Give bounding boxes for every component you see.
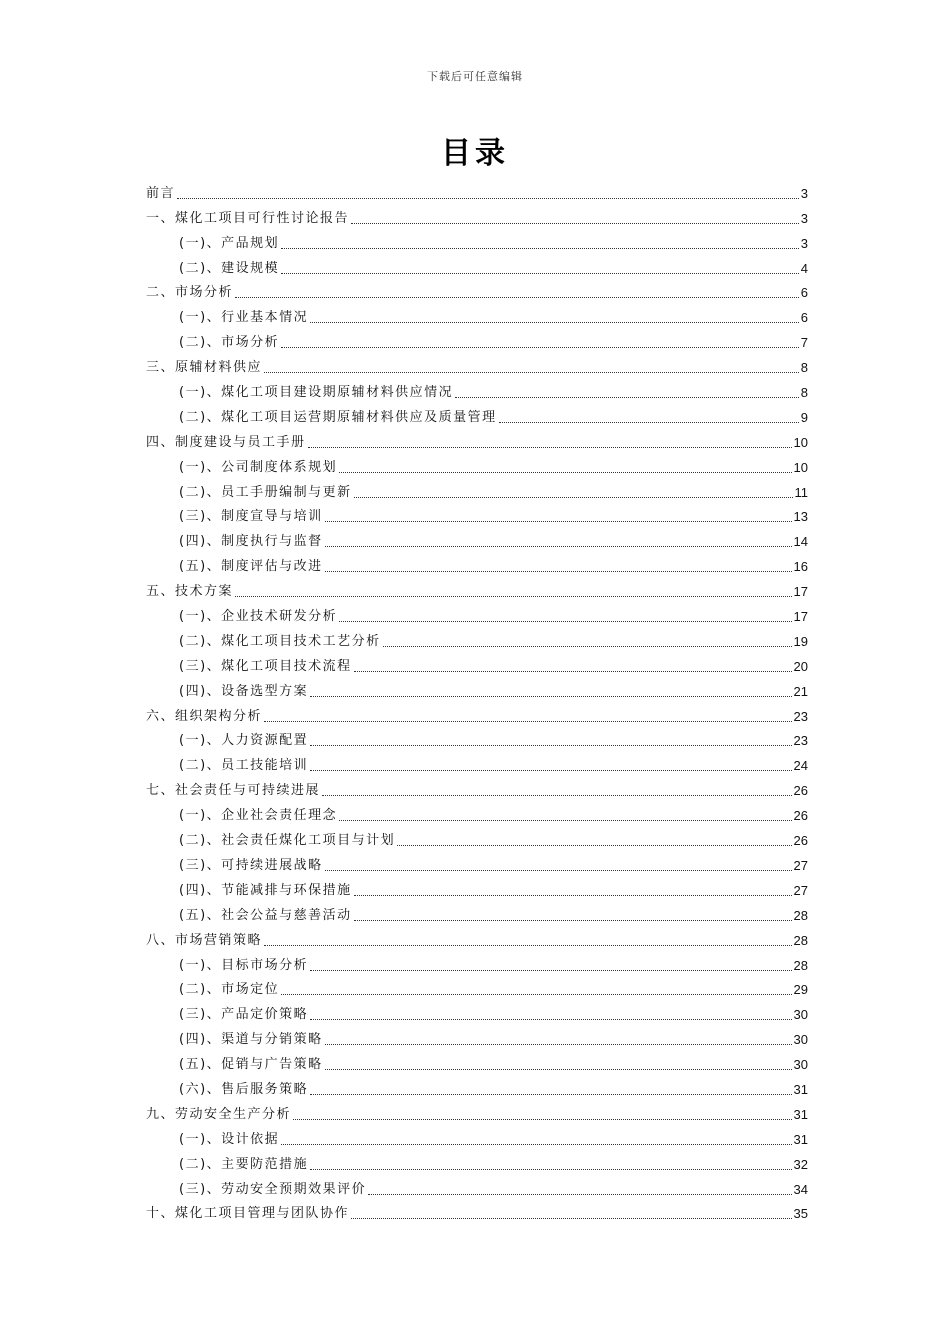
toc-dot-leader xyxy=(383,646,792,647)
toc-dot-leader xyxy=(325,571,792,572)
toc-entry-label: (一)、公司制度体系规划 xyxy=(179,459,338,475)
toc-page-number: 28 xyxy=(793,907,808,923)
toc-page-number: 34 xyxy=(793,1181,808,1197)
toc-dot-leader xyxy=(339,472,791,473)
toc-page-number: 7 xyxy=(800,335,808,351)
toc-page-number: 3 xyxy=(800,210,808,226)
toc-subsection-entry[interactable] xyxy=(146,477,808,502)
toc-page-number: 31 xyxy=(793,1131,808,1147)
toc-page-number: 16 xyxy=(793,559,808,575)
toc-subsection-entry[interactable] xyxy=(146,327,808,352)
toc-page-number: 10 xyxy=(793,434,808,450)
toc-page-number: 30 xyxy=(793,1007,808,1023)
toc-dot-leader xyxy=(339,621,791,622)
toc-subsection-entry[interactable] xyxy=(146,800,808,825)
toc-page-number: 6 xyxy=(800,285,808,301)
toc-entry-label: (一)、目标市场分析 xyxy=(179,957,309,973)
toc-dot-leader xyxy=(354,497,793,498)
toc-entry-label: (三)、劳动安全预期效果评价 xyxy=(179,1181,367,1197)
toc-dot-leader xyxy=(354,671,792,672)
toc-entry-label: 三、原辅材料供应 xyxy=(146,360,263,376)
toc-page-number: 10 xyxy=(793,459,808,475)
toc-page-number: 20 xyxy=(793,658,808,674)
toc-entry-label: (五)、社会公益与慈善活动 xyxy=(179,907,352,923)
toc-subsection-entry[interactable] xyxy=(146,502,808,527)
toc-section-entry[interactable] xyxy=(146,178,808,203)
toc-entry-label: 十、煤化工项目管理与团队协作 xyxy=(146,1206,350,1222)
toc-page-number: 13 xyxy=(793,509,808,525)
toc-page-number: 6 xyxy=(800,310,808,326)
toc-dot-leader xyxy=(264,721,792,722)
toc-page-number: 14 xyxy=(793,534,808,550)
toc-dot-leader xyxy=(310,1094,791,1095)
toc-page-number: 26 xyxy=(793,783,808,799)
toc-subsection-entry[interactable] xyxy=(146,377,808,402)
toc-dot-leader xyxy=(325,870,792,871)
page-title: 目录 xyxy=(441,136,509,171)
toc-dot-leader xyxy=(322,795,792,796)
toc-page-number: 27 xyxy=(793,857,808,873)
toc-entry-label: (一)、设计依据 xyxy=(179,1131,280,1147)
toc-dot-leader xyxy=(310,970,791,971)
toc-dot-leader xyxy=(368,1194,791,1195)
toc-entry-label: 六、组织架构分析 xyxy=(146,708,263,724)
toc-page-number: 8 xyxy=(800,360,808,376)
toc-subsection-entry[interactable] xyxy=(146,750,808,775)
toc-dot-leader xyxy=(354,895,792,896)
toc-section-entry[interactable] xyxy=(146,427,808,452)
toc-entry-label: 二、市场分析 xyxy=(146,285,234,301)
toc-dot-leader xyxy=(264,372,799,373)
toc-entry-label: 九、劳动安全生产分析 xyxy=(146,1106,292,1122)
toc-entry-label: (五)、制度评估与改进 xyxy=(179,559,323,575)
toc-page-number: 19 xyxy=(793,633,808,649)
toc-section-entry[interactable] xyxy=(146,1199,808,1224)
toc-subsection-entry[interactable] xyxy=(146,253,808,278)
toc-subsection-entry[interactable] xyxy=(146,875,808,900)
toc-entry-label: (二)、市场定位 xyxy=(179,982,280,998)
toc-section-entry[interactable] xyxy=(146,775,808,800)
toc-page-number: 32 xyxy=(793,1156,808,1172)
toc-entry-label: 八、市场营销策略 xyxy=(146,932,263,948)
toc-dot-leader xyxy=(281,273,799,274)
toc-dot-leader xyxy=(310,1019,791,1020)
toc-page-number: 17 xyxy=(793,584,808,600)
toc-subsection-entry[interactable] xyxy=(146,950,808,975)
toc-entry-label: (一)、行业基本情况 xyxy=(179,310,309,326)
toc-dot-leader xyxy=(308,447,792,448)
toc-dot-leader xyxy=(281,248,799,249)
toc-entry-label: (二)、社会责任煤化工项目与计划 xyxy=(179,833,396,849)
toc-dot-leader xyxy=(397,845,791,846)
toc-subsection-entry[interactable] xyxy=(146,526,808,551)
toc-page-number: 35 xyxy=(793,1206,808,1222)
table-of-contents xyxy=(146,178,808,1223)
toc-page-number: 26 xyxy=(793,833,808,849)
toc-page-number: 30 xyxy=(793,1032,808,1048)
toc-subsection-entry[interactable] xyxy=(146,676,808,701)
toc-entry-label: (三)、制度宣导与培训 xyxy=(179,509,323,525)
toc-dot-leader xyxy=(177,198,799,199)
toc-subsection-entry[interactable] xyxy=(146,1049,808,1074)
toc-entry-label: (一)、煤化工项目建设期原辅材料供应情况 xyxy=(179,385,454,401)
toc-page-number: 21 xyxy=(793,683,808,699)
toc-dot-leader xyxy=(310,770,791,771)
toc-subsection-entry[interactable] xyxy=(146,626,808,651)
toc-subsection-entry[interactable] xyxy=(146,651,808,676)
toc-entry-label: (二)、市场分析 xyxy=(179,335,280,351)
toc-entry-label: (四)、渠道与分销策略 xyxy=(179,1032,323,1048)
toc-dot-leader xyxy=(281,994,791,995)
toc-section-entry[interactable] xyxy=(146,352,808,377)
toc-section-entry[interactable] xyxy=(146,576,808,601)
toc-section-entry[interactable] xyxy=(146,701,808,726)
toc-section-entry[interactable] xyxy=(146,1099,808,1124)
toc-subsection-entry[interactable] xyxy=(146,999,808,1024)
toc-entry-label: 前言 xyxy=(146,185,176,201)
toc-dot-leader xyxy=(310,696,791,697)
toc-dot-leader xyxy=(281,1144,791,1145)
toc-subsection-entry[interactable] xyxy=(146,452,808,477)
toc-entry-label: (三)、可持续进展战略 xyxy=(179,857,323,873)
toc-dot-leader xyxy=(354,920,792,921)
toc-entry-label: (四)、节能减排与环保措施 xyxy=(179,882,352,898)
toc-entry-label: (二)、煤化工项目技术工艺分析 xyxy=(179,633,381,649)
toc-entry-label: (四)、设备选型方案 xyxy=(179,683,309,699)
toc-entry-label: 七、社会责任与可持续进展 xyxy=(146,783,321,799)
toc-entry-label: (二)、员工手册编制与更新 xyxy=(179,484,352,500)
toc-dot-leader xyxy=(235,596,792,597)
toc-subsection-entry[interactable] xyxy=(146,850,808,875)
toc-subsection-entry[interactable] xyxy=(146,302,808,327)
toc-page-number: 4 xyxy=(800,260,808,276)
toc-dot-leader xyxy=(499,422,799,423)
toc-page-number: 26 xyxy=(793,808,808,824)
toc-entry-label: 一、煤化工项目可行性讨论报告 xyxy=(146,210,350,226)
toc-entry-label: (五)、促销与广告策略 xyxy=(179,1057,323,1073)
header-note: 下载后可任意编辑 xyxy=(427,70,523,83)
toc-entry-label: (四)、制度执行与监督 xyxy=(179,534,323,550)
toc-page-number: 23 xyxy=(793,708,808,724)
toc-entry-label: 五、技术方案 xyxy=(146,584,234,600)
toc-dot-leader xyxy=(293,1119,792,1120)
toc-page-number: 17 xyxy=(793,609,808,625)
toc-entry-label: (二)、员工技能培训 xyxy=(179,758,309,774)
toc-page-number: 23 xyxy=(793,733,808,749)
toc-entry-label: (六)、售后服务策略 xyxy=(179,1081,309,1097)
toc-page-number: 28 xyxy=(793,932,808,948)
toc-page-number: 29 xyxy=(793,982,808,998)
toc-subsection-entry[interactable] xyxy=(146,975,808,1000)
toc-page-number: 31 xyxy=(793,1106,808,1122)
toc-section-entry[interactable] xyxy=(146,925,808,950)
toc-entry-label: (二)、煤化工项目运营期原辅材料供应及质量管理 xyxy=(179,409,497,425)
toc-page-number: 31 xyxy=(793,1081,808,1097)
toc-subsection-entry[interactable] xyxy=(146,551,808,576)
toc-section-entry[interactable] xyxy=(146,203,808,228)
toc-dot-leader xyxy=(310,745,791,746)
toc-subsection-entry[interactable] xyxy=(146,1024,808,1049)
toc-dot-leader xyxy=(264,945,792,946)
toc-page-number: 8 xyxy=(800,385,808,401)
toc-page-number: 27 xyxy=(793,882,808,898)
toc-page-number: 3 xyxy=(800,235,808,251)
toc-subsection-entry[interactable] xyxy=(146,601,808,626)
toc-dot-leader xyxy=(351,223,799,224)
toc-dot-leader xyxy=(339,820,791,821)
toc-dot-leader xyxy=(310,322,799,323)
toc-page-number: 9 xyxy=(800,409,808,425)
toc-dot-leader xyxy=(455,397,799,398)
toc-page-number: 28 xyxy=(793,957,808,973)
toc-entry-label: (三)、产品定价策略 xyxy=(179,1007,309,1023)
toc-entry-label: 四、制度建设与员工手册 xyxy=(146,434,306,450)
toc-entry-label: (二)、主要防范措施 xyxy=(179,1156,309,1172)
toc-subsection-entry[interactable] xyxy=(146,825,808,850)
toc-subsection-entry[interactable] xyxy=(146,726,808,751)
toc-entry-label: (二)、建设规模 xyxy=(179,260,280,276)
toc-page-number: 24 xyxy=(793,758,808,774)
toc-entry-label: (一)、企业技术研发分析 xyxy=(179,609,338,625)
toc-dot-leader xyxy=(281,347,799,348)
toc-subsection-entry[interactable] xyxy=(146,900,808,925)
toc-dot-leader xyxy=(235,297,799,298)
toc-dot-leader xyxy=(325,1044,792,1045)
toc-page-number: 11 xyxy=(794,484,808,500)
toc-dot-leader xyxy=(325,546,792,547)
toc-subsection-entry[interactable] xyxy=(146,1149,808,1174)
toc-entry-label: (一)、人力资源配置 xyxy=(179,733,309,749)
toc-subsection-entry[interactable] xyxy=(146,1124,808,1149)
toc-section-entry[interactable] xyxy=(146,278,808,303)
toc-entry-label: (一)、企业社会责任理念 xyxy=(179,808,338,824)
toc-dot-leader xyxy=(351,1218,792,1219)
toc-entry-label: (三)、煤化工项目技术流程 xyxy=(179,658,352,674)
toc-subsection-entry[interactable] xyxy=(146,228,808,253)
toc-subsection-entry[interactable] xyxy=(146,1074,808,1099)
toc-dot-leader xyxy=(325,1069,792,1070)
toc-page-number: 30 xyxy=(793,1057,808,1073)
toc-subsection-entry[interactable] xyxy=(146,402,808,427)
toc-subsection-entry[interactable] xyxy=(146,1174,808,1199)
toc-dot-leader xyxy=(325,521,792,522)
toc-page-number: 3 xyxy=(800,185,808,201)
toc-entry-label: (一)、产品规划 xyxy=(179,235,280,251)
toc-dot-leader xyxy=(310,1169,791,1170)
